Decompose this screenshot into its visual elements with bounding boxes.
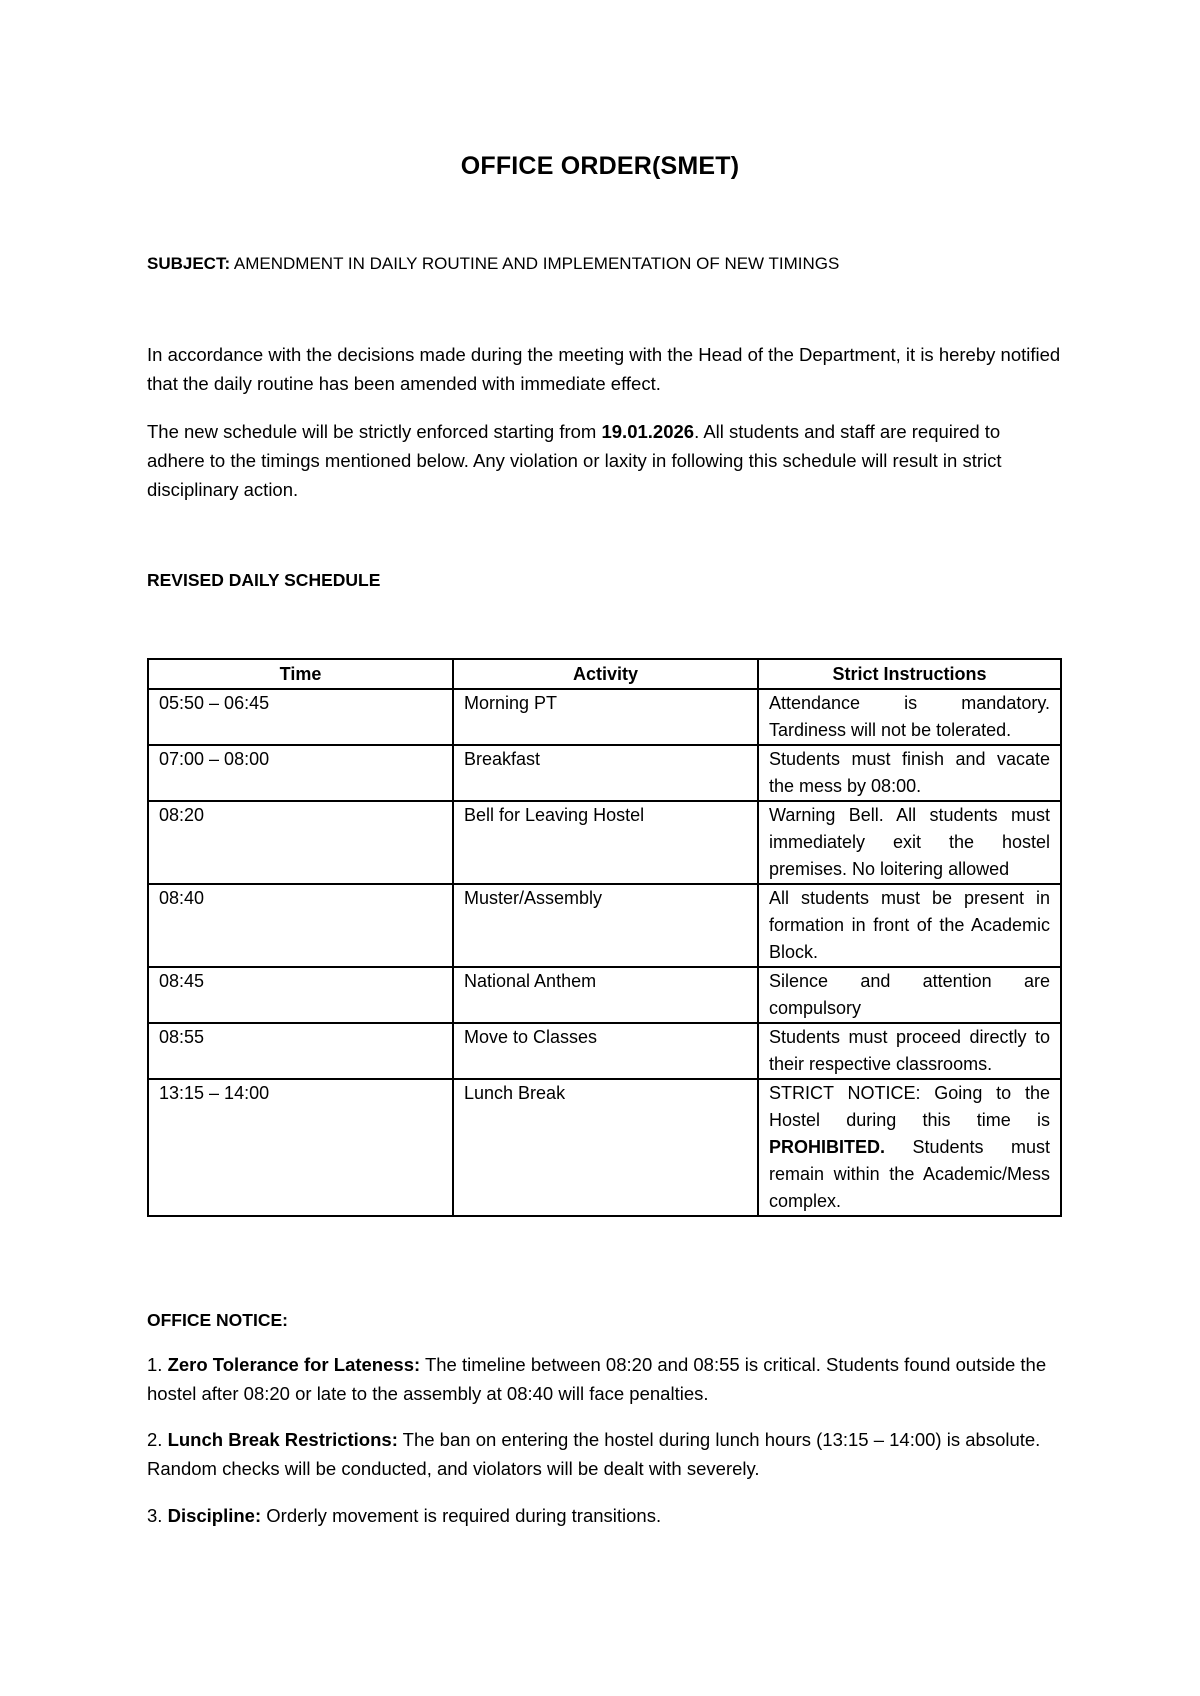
table-header-row bbox=[148, 659, 1061, 689]
table-row bbox=[148, 967, 1061, 1023]
header-instructions: Strict Instructions bbox=[758, 659, 1061, 689]
notice-item-3 bbox=[147, 1501, 1062, 1530]
cell-activity: Bell for Leaving Hostel bbox=[453, 801, 758, 884]
cell-activity: Lunch Break bbox=[453, 1079, 758, 1216]
schedule-table bbox=[147, 658, 1062, 1217]
cell-activity: Muster/Assembly bbox=[453, 884, 758, 967]
cell-time: 08:40 bbox=[148, 884, 453, 967]
schedule-paragraph-post: . All students and staff are required to adhere to the timings mentioned below. Any violation or laxity in following this schedule will result in strict disciplinary action. bbox=[147, 421, 1002, 500]
cell-instructions: Students must proceed directly to their respective classrooms. bbox=[758, 1023, 1061, 1079]
cell-activity: Morning PT bbox=[453, 689, 758, 745]
notice-text: The ban on entering the hostel during lunch hours (13:15 – 14:00) is absolute. Random checks will be conducted, and violators will be dealt with severely. bbox=[147, 1429, 1041, 1479]
notice-label: Lunch Break Restrictions: bbox=[167, 1429, 398, 1450]
cell-time: 07:00 – 08:00 bbox=[148, 745, 453, 801]
notice-item-2 bbox=[147, 1425, 1062, 1483]
cell-instructions: Silence and attention are compulsory bbox=[758, 967, 1061, 1023]
cell-time: 13:15 – 14:00 bbox=[148, 1079, 453, 1216]
cell-activity: Breakfast bbox=[453, 745, 758, 801]
cell-instructions bbox=[758, 1079, 1061, 1216]
header-activity: Activity bbox=[453, 659, 758, 689]
notice-label: Zero Tolerance for Lateness: bbox=[167, 1354, 421, 1375]
table-row bbox=[148, 801, 1061, 884]
office-notice-heading: OFFICE NOTICE: bbox=[147, 1310, 288, 1330]
table-row bbox=[148, 1023, 1061, 1079]
table-row bbox=[148, 1079, 1061, 1216]
lunch-notice-post: Students must remain within the Academic/Mess complex. bbox=[769, 1137, 1050, 1211]
cell-instructions: Attendance is mandatory. Tardiness will not be tolerated. bbox=[758, 689, 1061, 745]
schedule-heading: REVISED DAILY SCHEDULE bbox=[147, 570, 381, 590]
cell-time: 05:50 – 06:45 bbox=[148, 689, 453, 745]
lunch-notice-pre: STRICT NOTICE: Going to the Hostel during this time is bbox=[769, 1083, 1050, 1130]
lunch-notice-bold: PROHIBITED. bbox=[769, 1137, 886, 1157]
notice-number: 1. bbox=[147, 1354, 168, 1375]
subject-line bbox=[147, 254, 1107, 274]
notice-text: Orderly movement is required during transitions. bbox=[261, 1505, 662, 1526]
cell-instructions: Students must finish and vacate the mess by 08:00. bbox=[758, 745, 1061, 801]
notice-label: Discipline: bbox=[167, 1505, 262, 1526]
notice-text: The timeline between 08:20 and 08:55 is critical. Students found outside the hostel after 08:20 or late to the assembly at 08:40 will face penalties. bbox=[147, 1354, 1047, 1404]
cell-activity: National Anthem bbox=[453, 967, 758, 1023]
schedule-paragraph-pre: The new schedule will be strictly enforced starting from bbox=[147, 421, 602, 442]
cell-time: 08:55 bbox=[148, 1023, 453, 1079]
notice-number: 2. bbox=[147, 1429, 168, 1450]
table-row bbox=[148, 745, 1061, 801]
cell-instructions: All students must be present in formation in front of the Academic Block. bbox=[758, 884, 1061, 967]
header-time: Time bbox=[148, 659, 453, 689]
notice-number: 3. bbox=[147, 1505, 168, 1526]
table-row bbox=[148, 689, 1061, 745]
cell-time: 08:20 bbox=[148, 801, 453, 884]
subject-text: AMENDMENT IN DAILY ROUTINE AND IMPLEMENTATION OF NEW TIMINGS bbox=[230, 254, 840, 273]
cell-activity: Move to Classes bbox=[453, 1023, 758, 1079]
schedule-date: 19.01.2026 bbox=[601, 421, 695, 442]
schedule-paragraph bbox=[147, 417, 1062, 504]
page-title: OFFICE ORDER(SMET) bbox=[460, 152, 740, 180]
notice-item-1 bbox=[147, 1350, 1062, 1408]
cell-time: 08:45 bbox=[148, 967, 453, 1023]
subject-label: SUBJECT: bbox=[147, 254, 231, 273]
table-row bbox=[148, 884, 1061, 967]
cell-instructions: Warning Bell. All students must immediately exit the hostel premises. No loitering allowed bbox=[758, 801, 1061, 884]
intro-paragraph: In accordance with the decisions made during the meeting with the Head of the Department, it is hereby notified that the daily routine has been amended with immediate effect. bbox=[147, 344, 1061, 394]
